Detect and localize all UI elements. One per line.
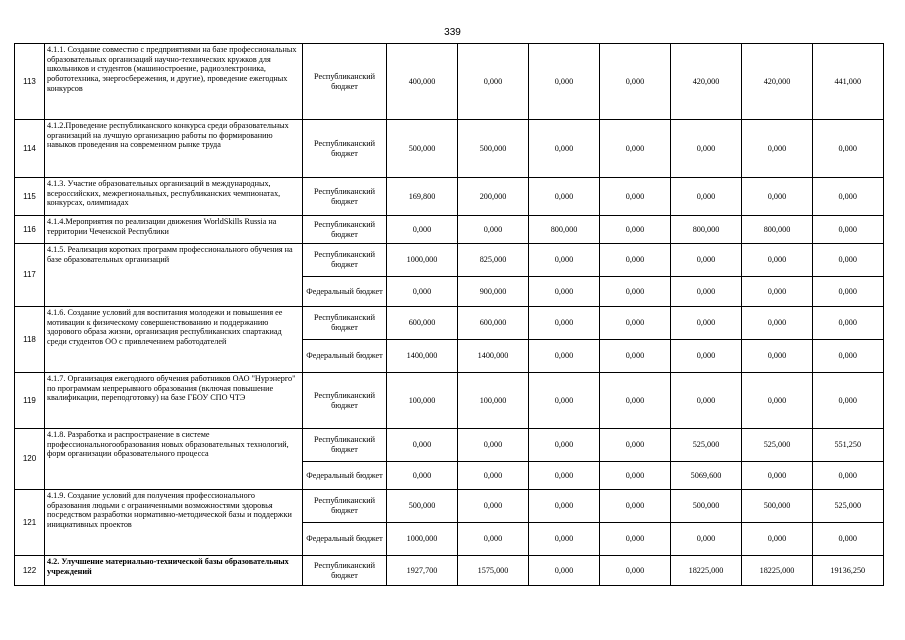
amount-cell: 500,000	[387, 490, 458, 523]
amount-cell: 0,000	[529, 340, 600, 373]
table-row	[15, 556, 884, 586]
amount-cell: 0,000	[742, 178, 813, 216]
amount-cell: 1000,000	[387, 523, 458, 556]
amount-cell: 0,000	[600, 244, 671, 277]
budget-table-wrapper	[14, 43, 884, 603]
amount-cell: 420,000	[742, 44, 813, 120]
amount-cell: 0,000	[813, 307, 884, 340]
amount-cell: 0,000	[529, 277, 600, 307]
amount-cell: 0,000	[813, 216, 884, 244]
activity-description: 4.1.9. Создание условий для получения профессионального образования людьми с ограниченными возможностями здоровья посредством разработки нормативно-методической базы и поддержки инициативных проектов	[45, 490, 303, 556]
amount-cell: 0,000	[600, 120, 671, 178]
amount-cell: 169,800	[387, 178, 458, 216]
amount-cell: 0,000	[458, 490, 529, 523]
amount-cell: 441,000	[813, 44, 884, 120]
amount-cell: 0,000	[813, 277, 884, 307]
funding-source: Республиканский бюджет	[303, 490, 387, 523]
table-row	[15, 178, 884, 216]
amount-cell: 0,000	[458, 44, 529, 120]
amount-cell: 0,000	[600, 556, 671, 586]
amount-cell: 0,000	[600, 429, 671, 462]
amount-cell: 0,000	[671, 277, 742, 307]
amount-cell: 0,000	[600, 490, 671, 523]
amount-cell: 1000,000	[387, 244, 458, 277]
activity-description: 4.1.5. Реализация коротких программ профессионального обучения на базе образовательных организаций	[45, 244, 303, 307]
amount-cell: 0,000	[387, 462, 458, 490]
amount-cell: 0,000	[671, 244, 742, 277]
amount-cell: 0,000	[529, 429, 600, 462]
amount-cell: 551,250	[813, 429, 884, 462]
amount-cell: 0,000	[600, 340, 671, 373]
amount-cell: 525,000	[671, 429, 742, 462]
row-number: 122	[15, 556, 45, 586]
amount-cell: 0,000	[529, 120, 600, 178]
amount-cell: 200,000	[458, 178, 529, 216]
table-row	[15, 429, 884, 462]
amount-cell: 1400,000	[387, 340, 458, 373]
activity-description: 4.2. Улучшение материально-технической базы образовательных учреждений	[45, 556, 303, 586]
amount-cell: 0,000	[742, 340, 813, 373]
amount-cell: 0,000	[600, 44, 671, 120]
amount-cell: 0,000	[529, 462, 600, 490]
amount-cell: 0,000	[813, 373, 884, 429]
amount-cell: 0,000	[742, 462, 813, 490]
amount-cell: 0,000	[742, 120, 813, 178]
amount-cell: 0,000	[813, 244, 884, 277]
amount-cell: 0,000	[671, 307, 742, 340]
activity-description: 4.1.7. Организация ежегодного обучения работников ОАО "Нурэнерго" по программам непрерывного образования (включая повышение квалификации, переподготовку) на базе ГБОУ СПО ЧТЭ	[45, 373, 303, 429]
amount-cell: 0,000	[600, 216, 671, 244]
amount-cell: 0,000	[600, 178, 671, 216]
table-row	[15, 307, 884, 340]
amount-cell: 18225,000	[671, 556, 742, 586]
row-number: 121	[15, 490, 45, 556]
amount-cell: 0,000	[742, 244, 813, 277]
row-number: 120	[15, 429, 45, 490]
amount-cell: 100,000	[458, 373, 529, 429]
row-number: 116	[15, 216, 45, 244]
amount-cell: 525,000	[813, 490, 884, 523]
amount-cell: 0,000	[813, 178, 884, 216]
amount-cell: 0,000	[458, 523, 529, 556]
amount-cell: 525,000	[742, 429, 813, 462]
amount-cell: 0,000	[529, 44, 600, 120]
amount-cell: 0,000	[529, 178, 600, 216]
amount-cell: 0,000	[600, 277, 671, 307]
amount-cell: 600,000	[458, 307, 529, 340]
amount-cell: 0,000	[600, 373, 671, 429]
activity-description: 4.1.3. Участие образовательных организаций в международных, всероссийских, межрегиональных, республиканских чемпионатах, конкурсах, олимпиадах	[45, 178, 303, 216]
row-number: 118	[15, 307, 45, 373]
amount-cell: 500,000	[387, 120, 458, 178]
activity-description: 4.1.8. Разработка и распространение в системе профессиональногообразования новых образовательных технологий, форм организации образовательного процесса	[45, 429, 303, 490]
page-number: 339	[444, 27, 461, 38]
amount-cell: 0,000	[671, 178, 742, 216]
amount-cell: 0,000	[671, 373, 742, 429]
amount-cell: 1927,700	[387, 556, 458, 586]
amount-cell: 500,000	[742, 490, 813, 523]
amount-cell: 0,000	[529, 307, 600, 340]
activity-description: 4.1.4.Мероприятия по реализации движения WorldSkills Russia на территории Чеченской Республики	[45, 216, 303, 244]
amount-cell: 1400,000	[458, 340, 529, 373]
funding-source: Федеральный бюджет	[303, 523, 387, 556]
amount-cell: 0,000	[742, 523, 813, 556]
funding-source: Республиканский бюджет	[303, 307, 387, 340]
funding-source: Республиканский бюджет	[303, 244, 387, 277]
amount-cell: 800,000	[671, 216, 742, 244]
amount-cell: 0,000	[529, 373, 600, 429]
funding-source: Республиканский бюджет	[303, 556, 387, 586]
amount-cell: 0,000	[458, 462, 529, 490]
row-number: 113	[15, 44, 45, 120]
amount-cell: 0,000	[387, 216, 458, 244]
activity-description: 4.1.1. Создание совместно с предприятиями на базе профессиональных образовательных организаций научно-технических кружков для школьников и студентов (машиностроение, радиоэлектроника, робототехника, энергосбережения, и другие), проведение ежегодных конкурсов	[45, 44, 303, 120]
table-row	[15, 490, 884, 523]
row-number: 117	[15, 244, 45, 307]
amount-cell: 0,000	[671, 523, 742, 556]
activity-description: 4.1.2.Проведение республиканского конкурса среди образовательных организаций на лучшую организацию работы по формированию навыков проведения на современном рынке труда	[45, 120, 303, 178]
amount-cell: 18225,000	[742, 556, 813, 586]
amount-cell: 0,000	[671, 340, 742, 373]
amount-cell: 0,000	[458, 216, 529, 244]
amount-cell: 900,000	[458, 277, 529, 307]
amount-cell: 500,000	[458, 120, 529, 178]
amount-cell: 1575,000	[458, 556, 529, 586]
funding-source: Республиканский бюджет	[303, 373, 387, 429]
funding-source: Республиканский бюджет	[303, 216, 387, 244]
budget-table	[14, 43, 884, 586]
amount-cell: 19136,250	[813, 556, 884, 586]
amount-cell: 0,000	[387, 429, 458, 462]
amount-cell: 400,000	[387, 44, 458, 120]
activity-description: 4.1.6. Создание условий для воспитания молодежи и повышения ее мотивации к физическому совершенствованию и поддержанию здорового образа жизни, организация республиканских спартакиад среди студентов ОО с привлечением работодателей	[45, 307, 303, 373]
amount-cell: 0,000	[742, 307, 813, 340]
table-row	[15, 120, 884, 178]
funding-source: Республиканский бюджет	[303, 429, 387, 462]
funding-source: Федеральный бюджет	[303, 277, 387, 307]
amount-cell: 0,000	[458, 429, 529, 462]
amount-cell: 800,000	[742, 216, 813, 244]
table-row	[15, 44, 884, 120]
table-row	[15, 216, 884, 244]
amount-cell: 500,000	[671, 490, 742, 523]
amount-cell: 825,000	[458, 244, 529, 277]
amount-cell: 0,000	[600, 523, 671, 556]
amount-cell: 0,000	[742, 277, 813, 307]
row-number: 114	[15, 120, 45, 178]
amount-cell: 0,000	[813, 523, 884, 556]
table-row	[15, 244, 884, 277]
amount-cell: 800,000	[529, 216, 600, 244]
amount-cell: 0,000	[529, 490, 600, 523]
amount-cell: 5069,600	[671, 462, 742, 490]
amount-cell: 0,000	[671, 120, 742, 178]
amount-cell: 0,000	[813, 462, 884, 490]
funding-source: Федеральный бюджет	[303, 340, 387, 373]
amount-cell: 600,000	[387, 307, 458, 340]
funding-source: Республиканский бюджет	[303, 44, 387, 120]
table-row	[15, 373, 884, 429]
amount-cell: 420,000	[671, 44, 742, 120]
amount-cell: 0,000	[813, 120, 884, 178]
amount-cell: 0,000	[742, 373, 813, 429]
funding-source: Республиканский бюджет	[303, 178, 387, 216]
funding-source: Республиканский бюджет	[303, 120, 387, 178]
amount-cell: 0,000	[529, 244, 600, 277]
amount-cell: 0,000	[600, 462, 671, 490]
amount-cell: 0,000	[600, 307, 671, 340]
row-number: 115	[15, 178, 45, 216]
amount-cell: 0,000	[813, 340, 884, 373]
funding-source: Федеральный бюджет	[303, 462, 387, 490]
amount-cell: 0,000	[529, 556, 600, 586]
row-number: 119	[15, 373, 45, 429]
amount-cell: 100,000	[387, 373, 458, 429]
amount-cell: 0,000	[529, 523, 600, 556]
amount-cell: 0,000	[387, 277, 458, 307]
